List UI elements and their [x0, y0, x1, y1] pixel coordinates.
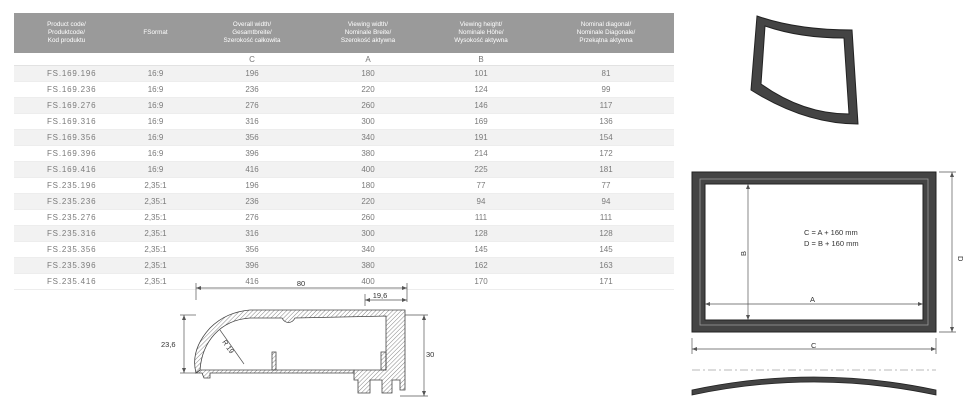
table-cell: 128: [424, 226, 538, 242]
table-cell: 416: [192, 274, 312, 290]
table-row: [14, 258, 674, 274]
table-cell: FS.169.396: [14, 146, 119, 162]
table-cell: 400: [312, 274, 424, 290]
table-cell: 16:9: [119, 146, 192, 162]
table-header-row: [14, 13, 674, 53]
table-cell: 380: [312, 258, 424, 274]
dimension-letter-cell: [14, 53, 119, 66]
table-cell: 16:9: [119, 130, 192, 146]
column-header-line: Nominale Breite/: [344, 28, 392, 36]
table-cell: 117: [538, 98, 674, 114]
table-row: [14, 178, 674, 194]
table-cell: 77: [424, 178, 538, 194]
dimension-letter-cell: B: [424, 53, 538, 66]
profile-cross-section-drawing: [160, 280, 440, 417]
column-header-line: Viewing height/: [459, 20, 503, 28]
table-cell: 236: [192, 194, 312, 210]
table-row: [14, 66, 674, 82]
table-cell: 276: [192, 210, 312, 226]
table-cell: FS.169.236: [14, 82, 119, 98]
table-cell: 169: [424, 114, 538, 130]
table-row: [14, 98, 674, 114]
table-cell: FS.169.276: [14, 98, 119, 114]
table-cell: FS.235.276: [14, 210, 119, 226]
column-header: [312, 13, 424, 53]
column-header-line: Nominale Diagonale/: [576, 28, 636, 36]
column-header-line: Szerokość aktywna: [340, 37, 396, 45]
table-cell: 94: [538, 194, 674, 210]
table-cell: 124: [424, 82, 538, 98]
table-cell: 2,35:1: [119, 210, 192, 226]
table-cell: 300: [312, 226, 424, 242]
table-cell: 77: [538, 178, 674, 194]
table-cell: 162: [424, 258, 538, 274]
table-cell: 196: [192, 178, 312, 194]
column-header-line: Produktcode/: [47, 28, 86, 36]
table-cell: 2,35:1: [119, 226, 192, 242]
table-cell: 316: [192, 114, 312, 130]
column-header-line: Product code/: [47, 20, 86, 28]
column-header: [424, 13, 538, 53]
profile-right-height-label: 30: [426, 350, 435, 359]
table-row: [14, 146, 674, 162]
table-cell: 99: [538, 82, 674, 98]
table-cell: 16:9: [119, 98, 192, 114]
dimension-letter-cell: C: [192, 53, 312, 66]
table-row: [14, 130, 674, 146]
dimension-letter-row: [14, 53, 674, 66]
dimension-label-c: C: [811, 341, 817, 350]
column-header-line: Gesamtbreite/: [232, 28, 272, 36]
table-cell: 396: [192, 258, 312, 274]
table-cell: 81: [538, 66, 674, 82]
table-cell: 416: [192, 162, 312, 178]
table-cell: 2,35:1: [119, 274, 192, 290]
table-cell: 220: [312, 194, 424, 210]
profile-radius-label: R 19: [220, 339, 235, 356]
table-cell: 2,35:1: [119, 258, 192, 274]
table-cell: 170: [424, 274, 538, 290]
table-cell: 163: [538, 258, 674, 274]
table-cell: 136: [538, 114, 674, 130]
dimension-label-b: B: [739, 250, 748, 256]
table-row: [14, 114, 674, 130]
column-header-line: FSormat: [143, 28, 168, 36]
table-cell: 236: [192, 82, 312, 98]
table-cell: 340: [312, 242, 424, 258]
table-cell: FS.169.356: [14, 130, 119, 146]
table-row: [14, 162, 674, 178]
table-cell: FS.235.196: [14, 178, 119, 194]
table-cell: FS.235.316: [14, 226, 119, 242]
column-header-line: Szerokość całkowita: [223, 37, 281, 45]
table-cell: 220: [312, 82, 424, 98]
formula-d: D = B + 160 mm: [804, 239, 859, 248]
frame-front-view: [680, 168, 965, 417]
table-cell: 111: [538, 210, 674, 226]
table-cell: 356: [192, 242, 312, 258]
table-cell: 2,35:1: [119, 194, 192, 210]
table-cell: FS.169.416: [14, 162, 119, 178]
table-cell: 16:9: [119, 114, 192, 130]
table-cell: 172: [538, 146, 674, 162]
column-header: [538, 13, 674, 53]
table-cell: 16:9: [119, 66, 192, 82]
column-header-line: Overall width/: [232, 20, 272, 28]
table-cell: 356: [192, 130, 312, 146]
table-cell: FS.235.236: [14, 194, 119, 210]
dimension-label-a: A: [810, 295, 816, 304]
dimension-label-d: D: [956, 256, 965, 262]
table-cell: 300: [312, 114, 424, 130]
table-cell: FS.169.196: [14, 66, 119, 82]
table-cell: 101: [424, 66, 538, 82]
table-row: [14, 242, 674, 258]
table-cell: 171: [538, 274, 674, 290]
table-cell: 260: [312, 98, 424, 114]
table-cell: 180: [312, 178, 424, 194]
specification-table: [14, 13, 674, 290]
table-cell: 225: [424, 162, 538, 178]
table-row: [14, 82, 674, 98]
table-cell: 154: [538, 130, 674, 146]
column-header: [14, 13, 119, 53]
table-cell: 276: [192, 98, 312, 114]
table-row: [14, 226, 674, 242]
profile-top-label: 19,6: [372, 291, 388, 300]
table-cell: 16:9: [119, 82, 192, 98]
dimension-letter-cell: [538, 53, 674, 66]
profile-width-label: 80: [296, 279, 306, 288]
curved-frame-perspective: [745, 12, 863, 132]
table-cell: 316: [192, 226, 312, 242]
table-row: [14, 194, 674, 210]
column-header-line: Przekątna aktywna: [579, 37, 633, 45]
table-cell: 111: [424, 210, 538, 226]
table-cell: 396: [192, 146, 312, 162]
dimension-letter-cell: A: [312, 53, 424, 66]
table-cell: FS.169.316: [14, 114, 119, 130]
table-cell: FS.235.416: [14, 274, 119, 290]
column-header-line: Viewing width/: [347, 20, 389, 28]
column-header-line: Wysokość aktywna: [454, 37, 508, 45]
table-cell: 128: [538, 226, 674, 242]
table-cell: 196: [192, 66, 312, 82]
table-cell: 146: [424, 98, 538, 114]
column-header-line: Nominal diagonal/: [580, 20, 632, 28]
table-cell: 2,35:1: [119, 242, 192, 258]
table-cell: 16:9: [119, 162, 192, 178]
column-header: [119, 13, 192, 53]
table-cell: 380: [312, 146, 424, 162]
dimension-letter-cell: [119, 53, 192, 66]
table-cell: 214: [424, 146, 538, 162]
table-cell: 191: [424, 130, 538, 146]
table-cell: FS.235.396: [14, 258, 119, 274]
column-header-line: Kod produktu: [47, 37, 86, 45]
table-cell: 145: [424, 242, 538, 258]
table-cell: 400: [312, 162, 424, 178]
table-cell: 2,35:1: [119, 178, 192, 194]
formula-c: C = A + 160 mm: [804, 228, 858, 237]
column-header: [192, 13, 312, 53]
profile-left-height-label: 23,6: [161, 340, 176, 349]
table-row: [14, 210, 674, 226]
table-cell: 181: [538, 162, 674, 178]
column-header-line: Nominale Höhe/: [458, 28, 504, 36]
table-cell: FS.235.356: [14, 242, 119, 258]
table-cell: 180: [312, 66, 424, 82]
table-cell: 145: [538, 242, 674, 258]
table-cell: 340: [312, 130, 424, 146]
table-cell: 260: [312, 210, 424, 226]
table-cell: 94: [424, 194, 538, 210]
